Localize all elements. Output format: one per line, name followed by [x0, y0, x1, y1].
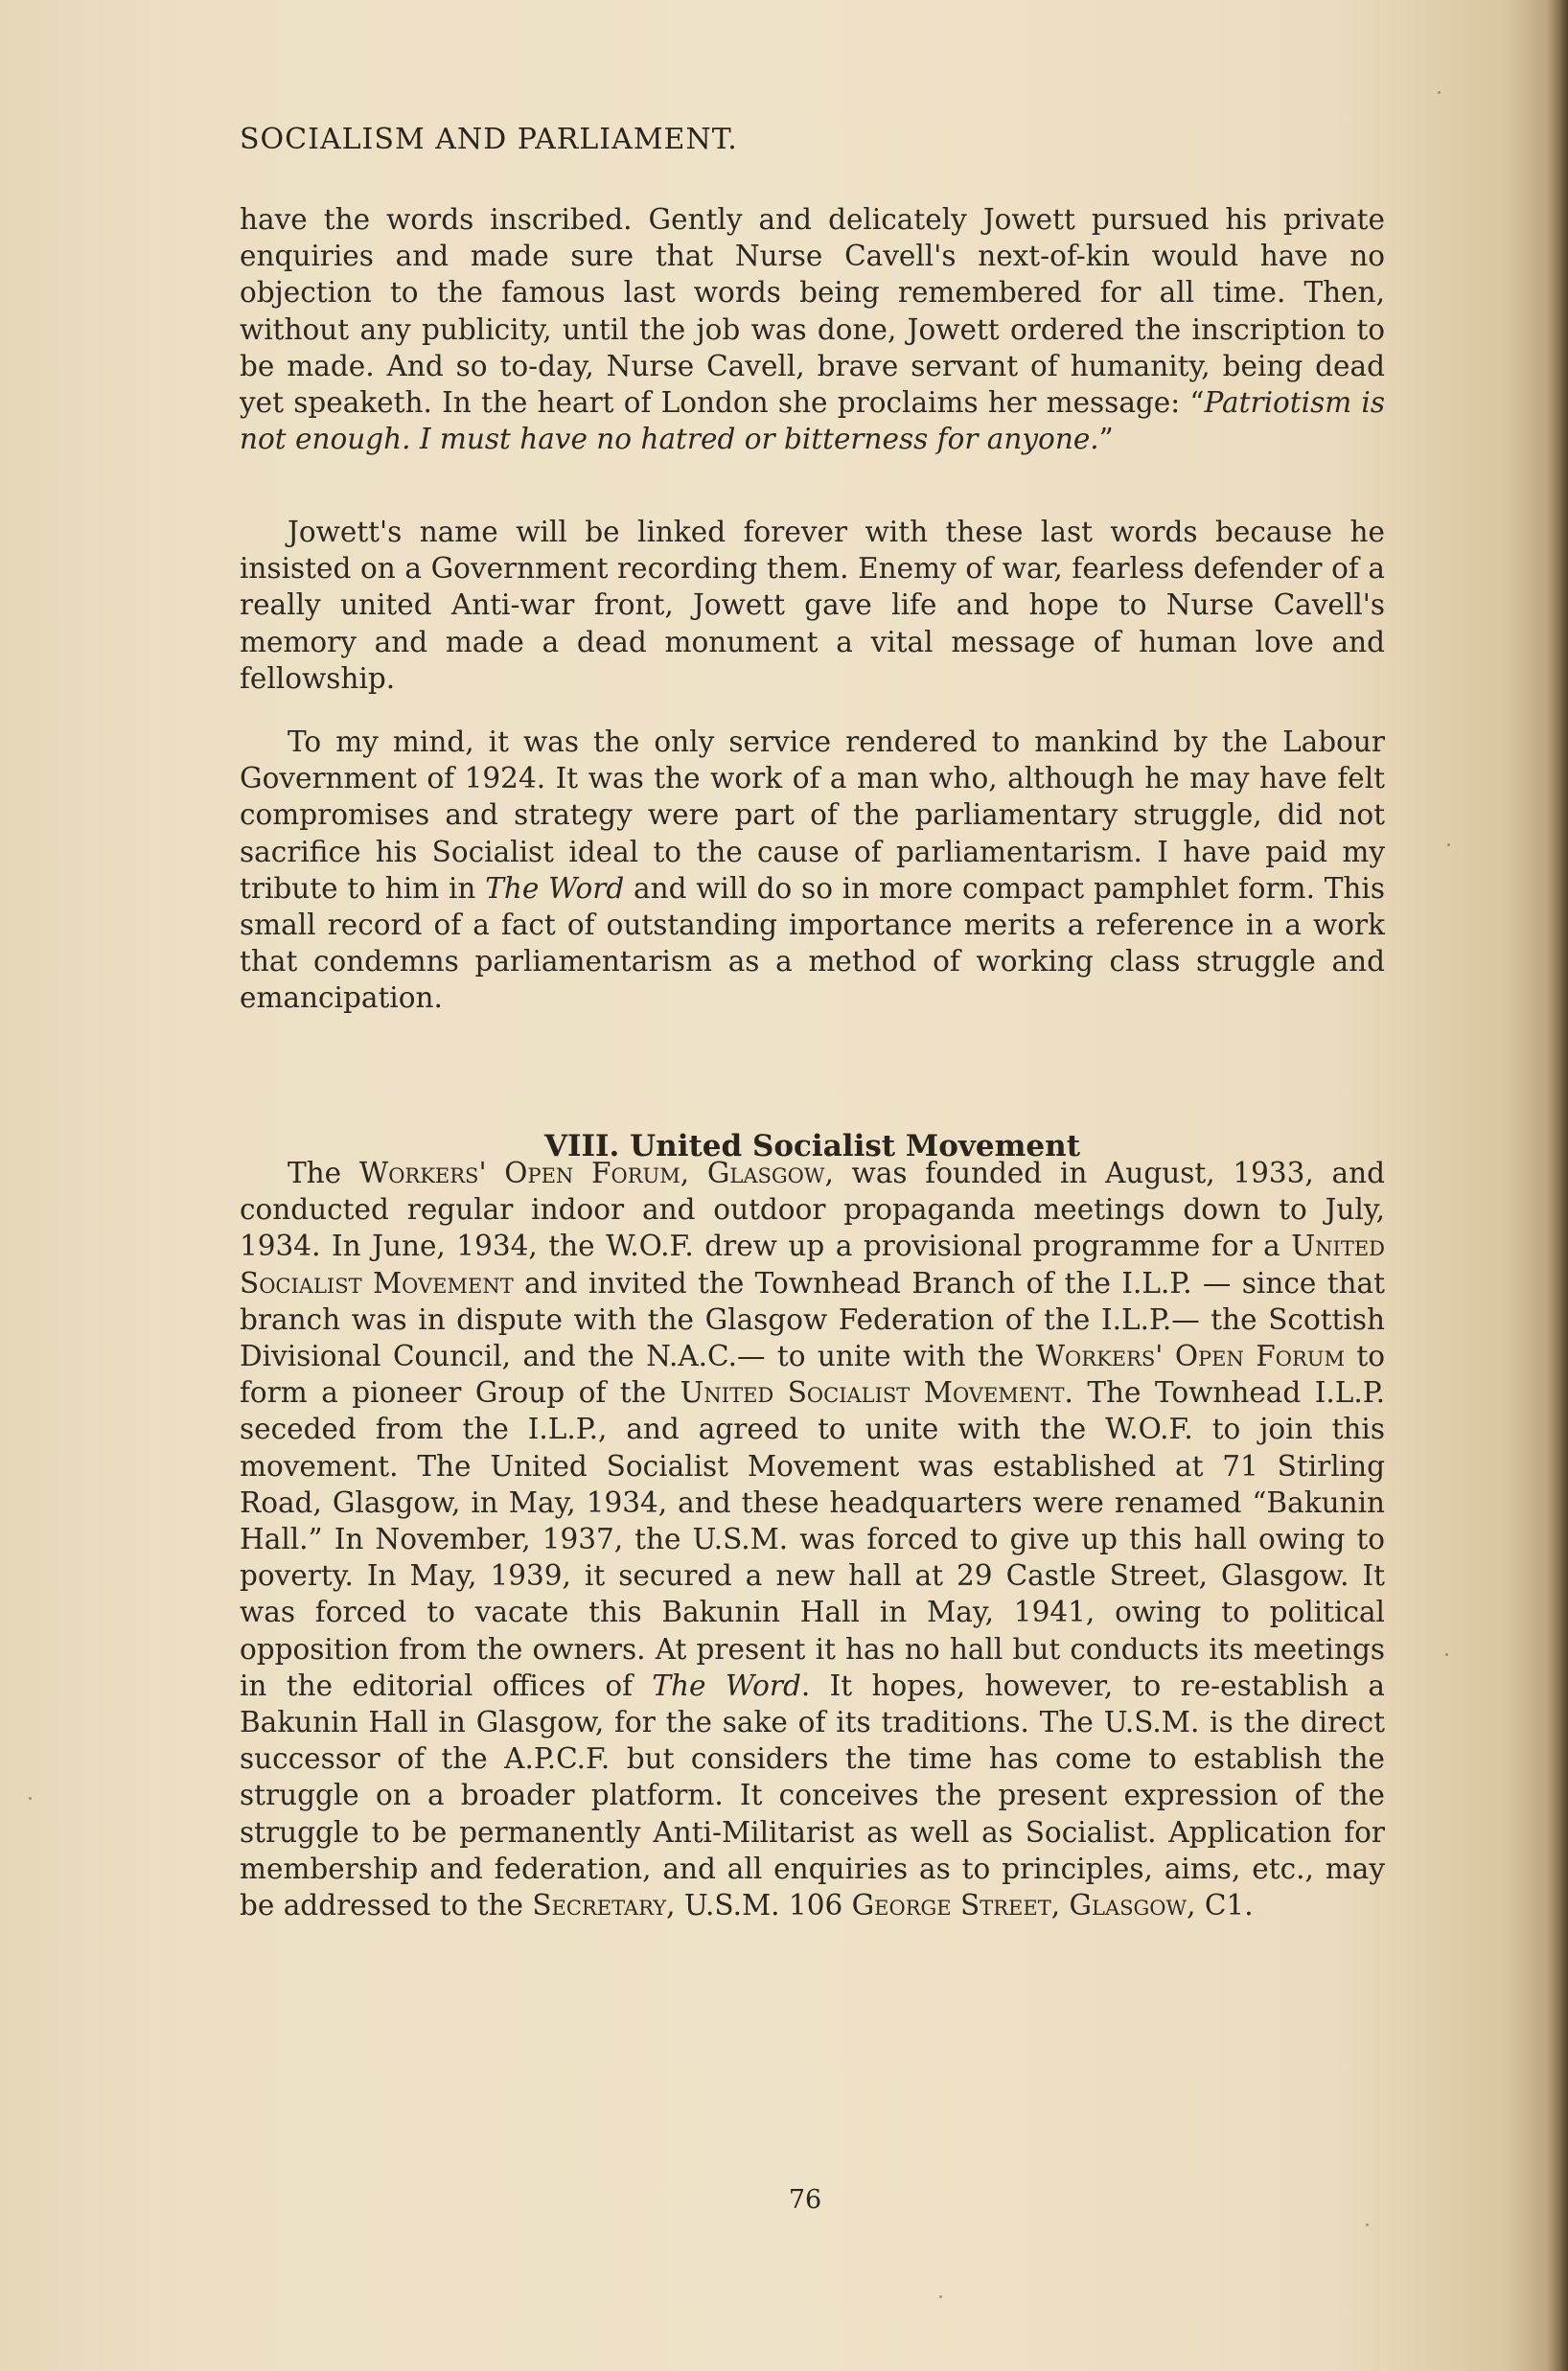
paragraph-text-part: , was founded in August, 1933, and conducted regular indoor and outdoor propaganda meetings down to July, 1934. In June, 1934, the W.O.F. drew up a provisional programme for a: [240, 1157, 1386, 1263]
paragraph-united-socialist-movement: [240, 1155, 1385, 1923]
paragraph-text: [240, 1155, 1385, 1923]
paragraph-jowett-inscription: [240, 201, 1385, 457]
paragraph-text-part: . The Townhead I.L.P. seceded from the I.L.P., and agreed to unite with the W.O.F. to join this movement. The United Socialist Movement was established at 71 Stirling Road, Glasgow, in May, 1934, and these headquarters were renamed “Bakunin Hall.” In November, 1937, the U.S.M. was forced to give up this hall owing to poverty. In May, 1939, it secured a new hall at 29 Castle Street, Glasgow. It was forced to vacate this Bakunin Hall in May, 1941, owing to political opposition from the owners. At present it has no hall but conducts its meetings in the editorial offices of: [240, 1376, 1385, 1702]
org-name: Workers' Open Forum: [1035, 1340, 1345, 1373]
paragraph-text-part: The: [288, 1157, 359, 1189]
publication-title: The Word: [485, 871, 625, 905]
paper-speck: [1438, 91, 1441, 94]
paragraph-text-part: , U.S.M. 106: [666, 1889, 852, 1922]
paper-speck: [939, 2295, 942, 2298]
page-edge-shadow: [1547, 0, 1568, 2371]
paragraph-text-part: to form a pioneer Group of the: [240, 1340, 1385, 1410]
paper-speck: [29, 1797, 32, 1800]
paragraph-text: Jowett's name will be linked forever with these last words because he insisted on a Government recording them. Enemy of war, fearless defender of a really united Anti-war front, Jowett gave life and hope to Nurse Cavell's memory and made a dead monument a vital message of human love and fellowship.: [240, 516, 1385, 695]
paragraph-text-part: , C1.: [1187, 1889, 1254, 1922]
org-name: Workers' Open Forum, Glasgow: [358, 1157, 825, 1189]
paper-speck: [1366, 2223, 1369, 2226]
paragraph-text: [240, 201, 1385, 457]
publication-title: The Word: [652, 1669, 801, 1702]
paragraph-text: [240, 724, 1385, 1017]
paragraph-jowett-name: [240, 514, 1385, 697]
address-recipient: Secretary: [532, 1889, 667, 1922]
paragraph-text-part: have the words inscribed. Gently and delicately Jowett pursued his private enquiries and made sure that Nurse Cavell's next-of-kin would have no objection to the famous last words being remembered for all time. Then, without any publicity, until the job was done, Jowett ordered the inscription to be made. And so to-day, Nurse Cavell, brave servant of humanity, being dead yet speaketh. In the heart of London she proclaims her message: “: [240, 203, 1385, 420]
paragraph-labour-government: [240, 724, 1385, 1017]
running-head: SOCIALISM AND PARLIAMENT.: [240, 123, 738, 156]
cavell-quote: Patriotism is not enough. I must have no hatred or bitterness for anyone.: [240, 386, 1385, 456]
org-name: United Socialist Movement: [240, 1230, 1385, 1300]
page-number: 76: [788, 2185, 822, 2215]
paper-speck: [1447, 843, 1450, 846]
paragraph-text-part: and invited the Townhead Branch of the I.L.P. — since that branch was in dispute with the Glasgow Federation of the I.L.P.— the Scottish Divisional Council, and the N.A.C.— to unite with the: [240, 1266, 1385, 1373]
paragraph-text-part: and will do so in more compact pamphlet form. This small record of a fact of outstanding importance merits a reference in a work that condemns parliamentarism as a method of working class struggle and emancipation.: [240, 871, 1385, 1015]
paragraph-text-part: . It hopes, however, to re-establish a Bakunin Hall in Glasgow, for the sake of its traditions. The U.S.M. is the direct successor of the A.P.C.F. but considers the time has come to establish the struggle on a broader platform. It conceives the present expression of the struggle to be permanently Anti-Militarist as well as Socialist. Application for membership and federation, and all enquiries as to principles, aims, etc., may be addressed to the: [240, 1669, 1385, 1922]
paper-speck: [1445, 1653, 1448, 1656]
section-heading: VIII. United Socialist Movement: [543, 1129, 1081, 1163]
paragraph-text-part: To my mind, it was the only service rendered to mankind by the Labour Government of 1924. It was the work of a man who, although he may have felt compromises and strategy were part of the parliamentary struggle, did not sacrifice his Socialist ideal to the cause of parliamentarism. I have paid my tribute to him in: [240, 725, 1385, 905]
quote-close: ”: [1098, 423, 1114, 456]
address-street: George Street, Glasgow: [851, 1889, 1188, 1922]
org-name: United Socialist Movement: [680, 1376, 1065, 1410]
